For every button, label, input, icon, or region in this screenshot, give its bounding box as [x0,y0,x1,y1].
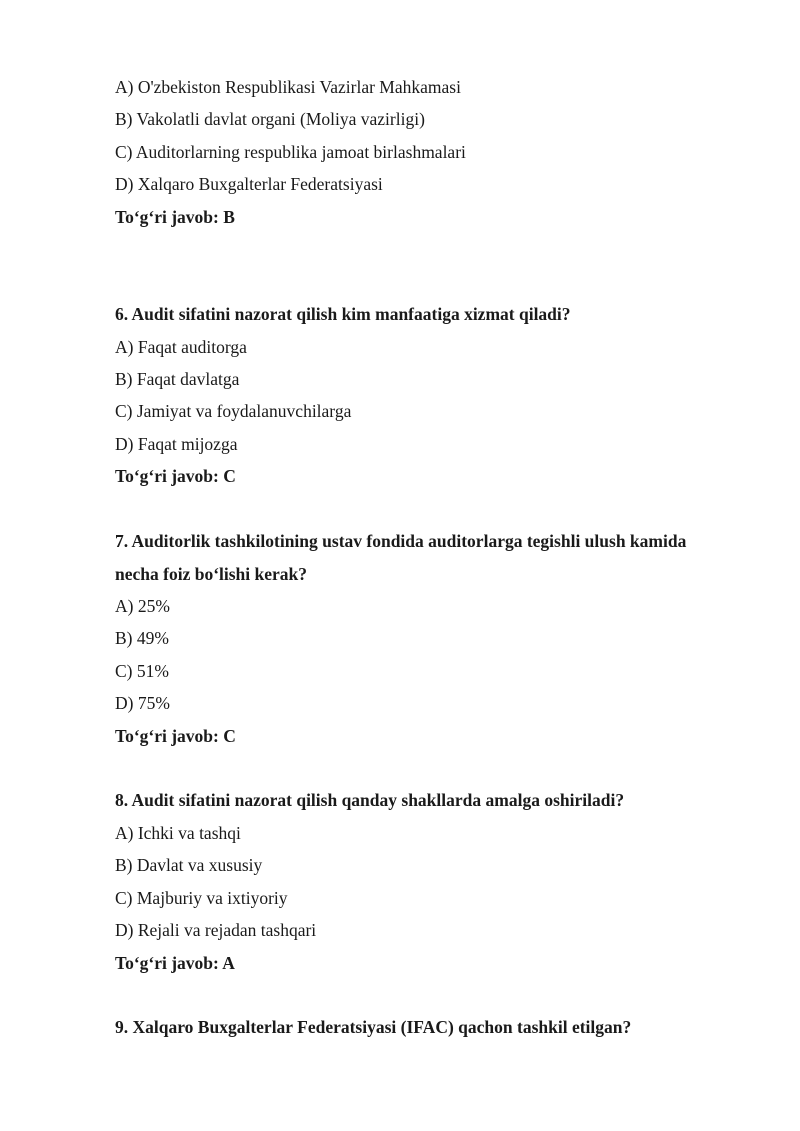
option-d: D) Xalqaro Buxgalterlar Federatsiyasi [115,174,383,194]
option-c: C) 51% [115,661,169,681]
question-title: 7. Auditorlik tashkilotining ustav fondida auditorlarga tegishli ulush kamida [115,531,687,551]
option-d: D) 75% [115,693,170,713]
correct-answer: To‘g‘ri javob: A [115,953,235,973]
question-title-continued: necha foiz bo‘lishi kerak? [115,564,308,584]
correct-answer: To‘g‘ri javob: B [115,207,235,227]
option-c: C) Majburiy va ixtiyoriy [115,888,288,908]
correct-answer: To‘g‘ri javob: C [115,466,236,486]
question-title: 6. Audit sifatini nazorat qilish kim manfaatiga xizmat qiladi? [115,304,571,324]
option-a: A) 25% [115,596,170,616]
option-a: A) Ichki va tashqi [115,823,241,843]
option-b: B) 49% [115,628,169,648]
option-d: D) Faqat mijozga [115,434,238,454]
option-a: A) Faqat auditorga [115,337,247,357]
question-title: 9. Xalqaro Buxgalterlar Federatsiyasi (IFAC) qachon tashkil etilgan? [115,1017,632,1037]
question-title: 8. Audit sifatini nazorat qilish qanday shakllarda amalga oshiriladi? [115,790,625,810]
option-a: A) O'zbekiston Respublikasi Vazirlar Mahkamasi [115,77,461,97]
option-b: B) Vakolatli davlat organi (Moliya vazirligi) [115,109,425,129]
option-c: C) Jamiyat va foydalanuvchilarga [115,401,352,421]
option-b: B) Davlat va xususiy [115,855,263,875]
option-b: B) Faqat davlatga [115,369,240,389]
option-c: C) Auditorlarning respublika jamoat birlashmalari [115,142,466,162]
correct-answer: To‘g‘ri javob: C [115,726,236,746]
option-d: D) Rejali va rejadan tashqari [115,920,317,940]
